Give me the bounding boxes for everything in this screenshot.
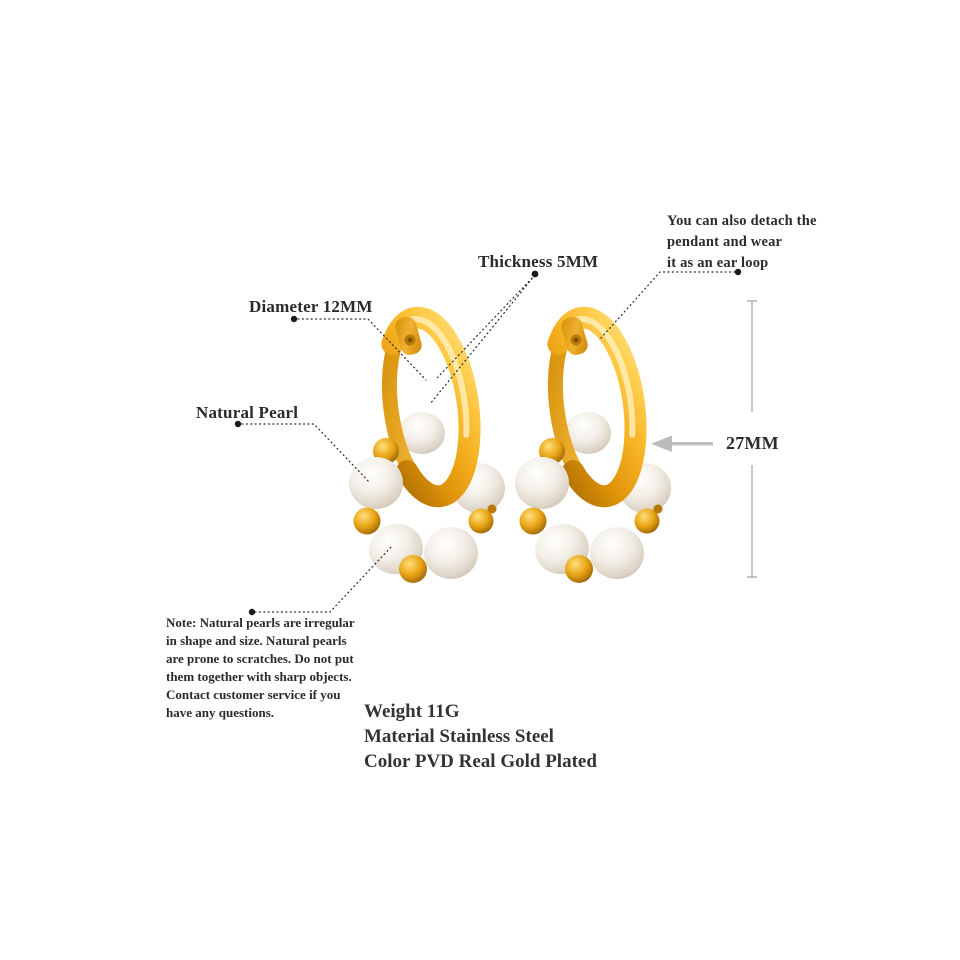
note-line: Note: Natural pearls are irregular (166, 615, 355, 630)
detach-annotation (667, 211, 817, 274)
annotation-line: You can also detach the (667, 213, 817, 229)
note-line: in shape and size. Natural pearls (166, 633, 347, 648)
detach-leader-line (601, 272, 735, 338)
note-line: are prone to scratches. Do not put (166, 651, 354, 666)
note-line: them together with sharp objects. (166, 669, 352, 684)
height-27mm-label: 27MM (726, 433, 779, 453)
dimension-arrow-icon (651, 436, 713, 453)
spec-line: Weight 11G (364, 701, 460, 722)
right-earring (515, 312, 671, 583)
spec-line: Color PVD Real Gold Plated (364, 751, 597, 772)
spec-line: Material Stainless Steel (364, 726, 554, 747)
note-line: have any questions. (166, 705, 274, 720)
annotation-line: it as an ear loop (667, 255, 769, 271)
product-specs (364, 699, 597, 774)
thickness-label: Thickness 5MM (478, 252, 599, 271)
care-note (166, 614, 355, 722)
natural-pearl-label: Natural Pearl (196, 403, 299, 422)
annotation-line: pendant and wear (667, 234, 783, 250)
diameter-label: Diameter 12MM (249, 297, 373, 316)
note-line: Contact customer service if you (166, 687, 341, 702)
left-earring (349, 312, 505, 583)
